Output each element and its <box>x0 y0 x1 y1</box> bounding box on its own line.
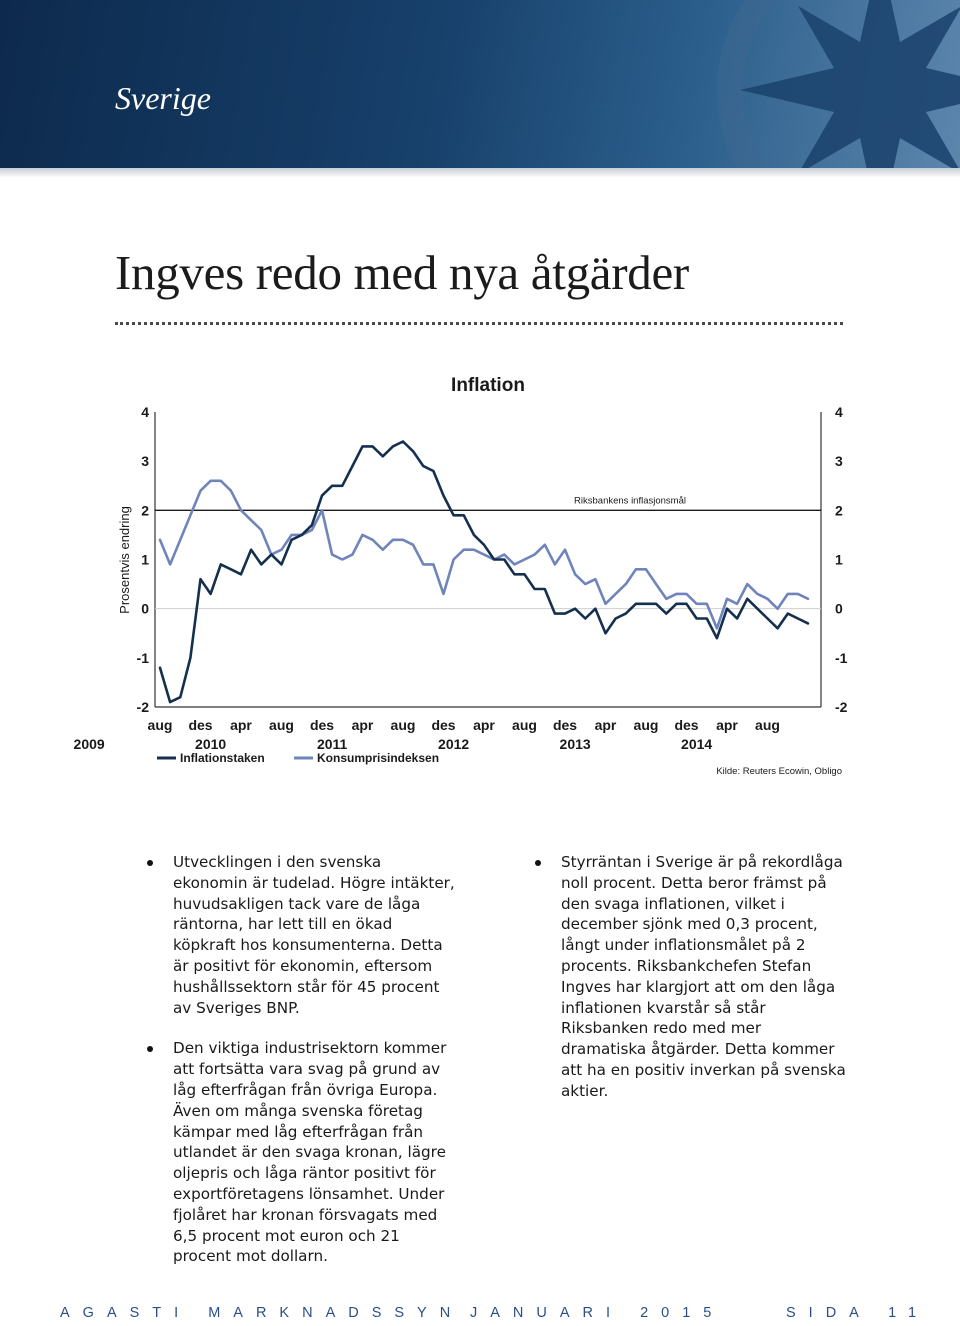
footer-publication: AGASTI MARKNADSSYN <box>60 1305 464 1321</box>
y-tick-label-left: 0 <box>141 600 149 617</box>
bullet-list-right <box>561 852 849 1122</box>
inflation-target-label: Riksbankens inflasjonsmål <box>574 495 686 507</box>
y-tick-label-right: -1 <box>835 649 848 666</box>
x-tick-label: apr <box>351 717 374 733</box>
article-headline: Ingves redo med nya åtgärder <box>115 245 689 300</box>
series-line-inflationstaken <box>160 442 808 703</box>
x-tick-label: aug <box>147 717 173 733</box>
star-emblem-icon <box>700 0 960 168</box>
legend-label: Inflationstaken <box>180 751 265 765</box>
x-tick-label: aug <box>755 717 780 733</box>
x-tick-label: des <box>188 717 213 733</box>
x-tick-label: apr <box>716 717 738 733</box>
section-title: Sverige <box>115 80 211 116</box>
y-tick-label-right: -2 <box>835 699 848 715</box>
y-tick-label-left: 4 <box>141 404 149 420</box>
x-year-label: 2010 <box>195 736 227 752</box>
x-tick-label: des <box>674 717 699 733</box>
y-tick-label-left: -1 <box>136 649 149 666</box>
x-year-label: 2014 <box>681 736 713 752</box>
x-tick-label: apr <box>230 717 252 733</box>
y-tick-label-right: 2 <box>835 502 843 519</box>
x-tick-label: aug <box>269 717 294 733</box>
bullet-item: Den viktiga industrisektorn kommer att fortsätta vara svag på grund av låg efterfrågan från övriga Europa. Även om många svenska företag kämpar med låg efterfrågan från utlandet är den svaga kronan, lägre oljepris och låga räntor positivt för exportföretagens lönsamhet. Under fjolåret har kronan försvagats med 6,5 procent mot euron och 21 procent mot dollarn. <box>173 1038 455 1267</box>
x-tick-label: des <box>309 717 335 733</box>
x-tick-label: aug <box>633 717 659 733</box>
source-label: Kilde: Reuters Ecowin, Obligo <box>716 766 842 777</box>
y-tick-label-left: -2 <box>136 699 149 715</box>
y-tick-label-left: 1 <box>141 551 149 568</box>
bullet-item: Styrräntan i Sverige är på rekordlåga noll procent. Detta beror främst på den svaga inflationen, vilket i december sjönk med 0,3 procent, långt under inflationsmålet på 2 procents. Riksbankchefen Stefan Ingves har klargjort att om den låga inflationen kvarstår så står Riksbanken redo med mer dramatiska åtgärder. Detta kommer att ha en positiv inverkan på svenska aktier. <box>561 852 849 1102</box>
headline-divider <box>115 322 843 325</box>
series-line-konsumprisindeksen <box>160 481 808 629</box>
y-tick-label-right: 0 <box>835 600 843 617</box>
x-tick-label: apr <box>594 717 617 733</box>
header-banner <box>0 0 960 168</box>
banner-shadow <box>0 168 960 178</box>
footer-date: JANUARI 2015 <box>470 1305 725 1321</box>
y-tick-label-left: 2 <box>141 502 149 519</box>
bullet-item: Utvecklingen i den svenska ekonomin är tudelad. Högre intäkter, huvudsakligen tack vare de låga räntorna, har lett till en ökad köpkraft hos konsumenterna. Detta är positivt för ekonomin, eftersom hushållssektorn står för 45 procent av Sveriges BNP. <box>173 853 455 1017</box>
y-tick-label-right: 4 <box>835 404 843 420</box>
x-year-label: 2013 <box>559 736 591 752</box>
footer-page-number: SIDA 11 <box>786 1305 930 1321</box>
x-year-label: 2011 <box>316 736 348 752</box>
x-tick-label: aug <box>512 717 537 733</box>
inflation-chart <box>0 360 960 790</box>
bullet-list-left <box>173 852 455 1287</box>
x-tick-label: apr <box>473 717 495 733</box>
x-year-label: 2012 <box>438 736 470 752</box>
y-tick-label-left: 3 <box>141 453 149 470</box>
x-year-label: 2009 <box>73 736 105 752</box>
y-tick-label-right: 1 <box>835 551 843 568</box>
x-tick-label: aug <box>390 717 416 733</box>
y-tick-label-right: 3 <box>835 453 843 470</box>
x-tick-label: des <box>552 717 578 733</box>
legend-label: Konsumprisindeksen <box>317 751 440 765</box>
x-tick-label: des <box>431 717 456 733</box>
chart-title: Inflation <box>451 375 525 396</box>
y-axis-label: Prosentvis endring <box>117 506 132 614</box>
